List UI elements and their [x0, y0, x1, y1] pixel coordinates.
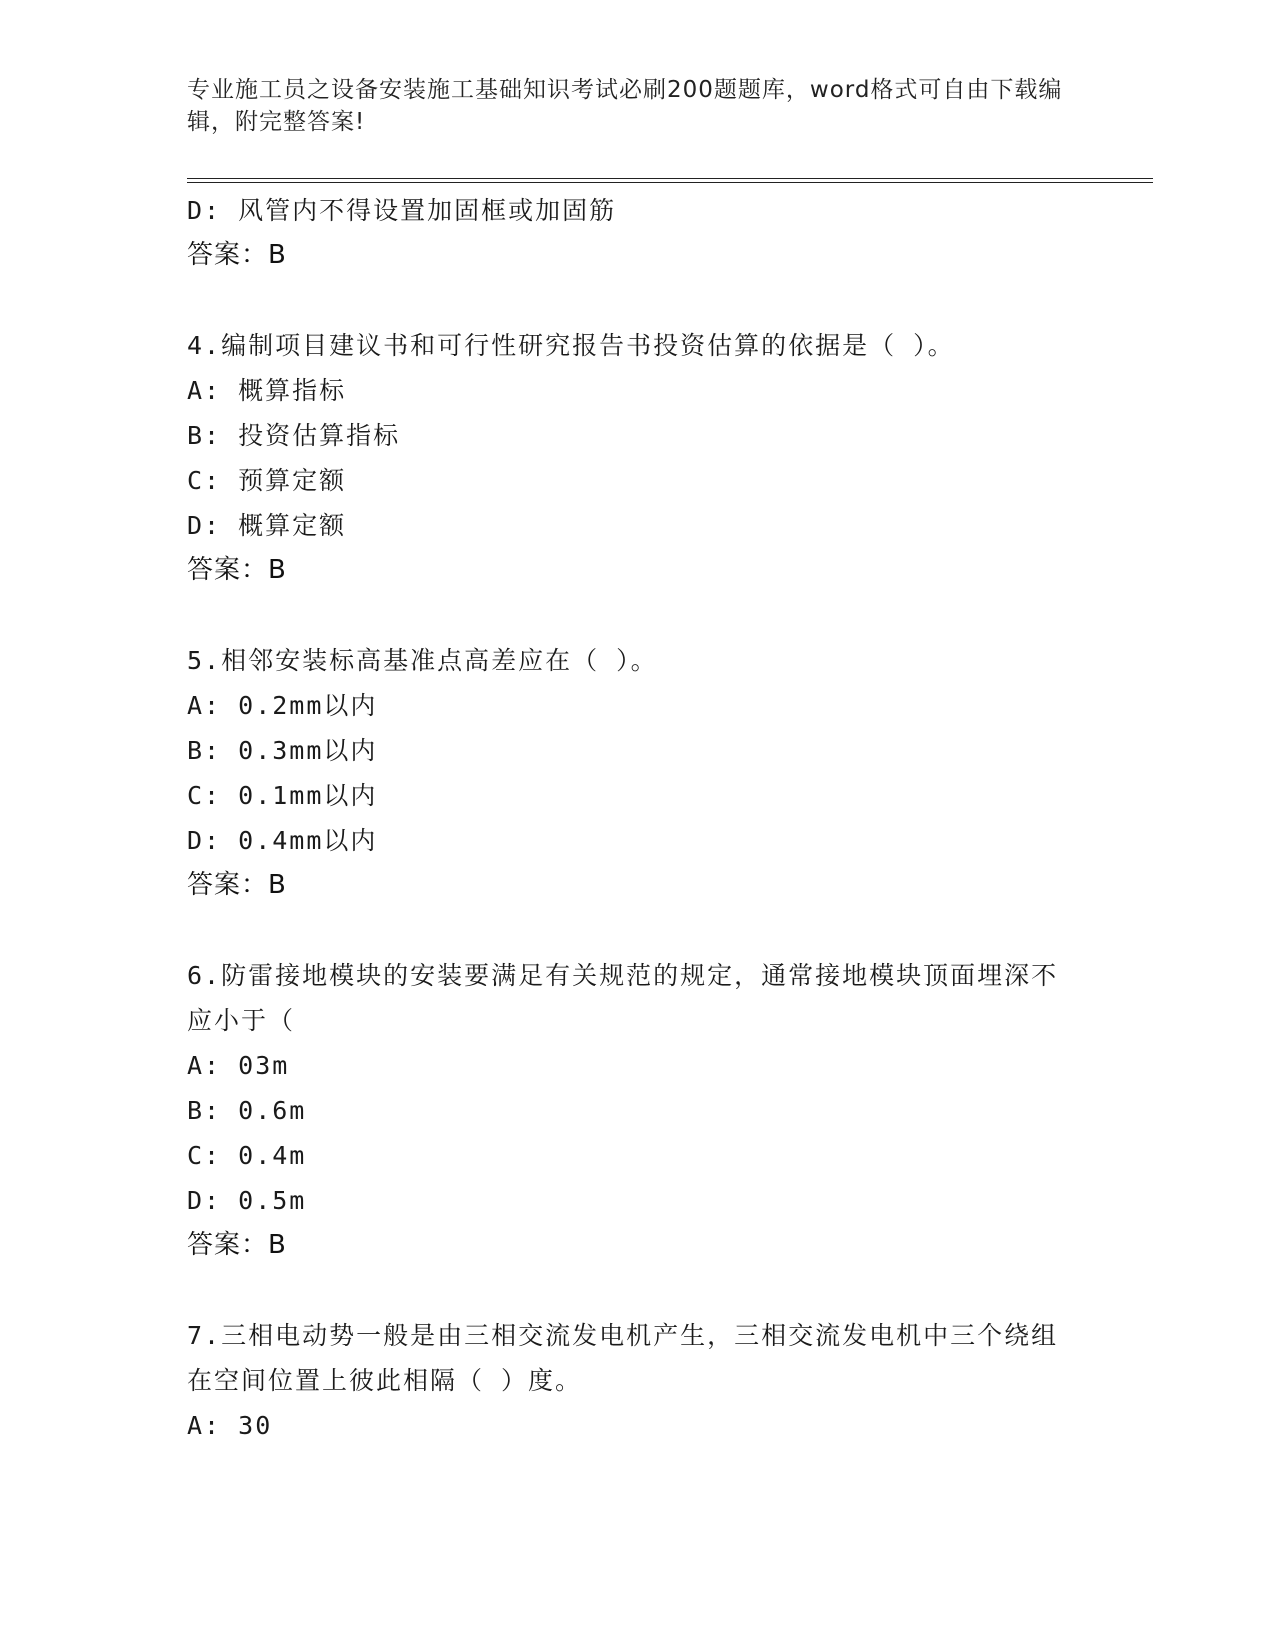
- question-text: 7.三相电动势一般是由三相交流发电机产生，三相交流发电机中三个绕组在空间位置上彼此相隔（ ）度。: [187, 1321, 1059, 1395]
- answer: 答案：B: [187, 1230, 287, 1260]
- spacer: [187, 1268, 1087, 1313]
- question-block-7: [187, 1313, 1087, 1448]
- spacer: [187, 593, 1087, 638]
- question-text: 5.相邻安装标高基准点高差应在（ ）。: [187, 646, 658, 675]
- option-d: D: 0.5m: [187, 1186, 307, 1215]
- answer: 答案：B: [187, 870, 287, 900]
- option-d: D: 0.4mm以内: [187, 826, 378, 855]
- document-header: [187, 74, 1077, 138]
- question-list: [187, 188, 1087, 1448]
- option-a: A: 0.2mm以内: [187, 691, 378, 720]
- spacer: [187, 908, 1087, 953]
- answer: 答案：B: [187, 240, 287, 270]
- option-a: A: 概算指标: [187, 376, 347, 405]
- header-title: 专业施工员之设备安装施工基础知识考试必刷200题题库，word格式可自由下载编辑，附完整答案!: [187, 77, 1063, 135]
- option-c: C: 0.1mm以内: [187, 781, 378, 810]
- option-a: A: 03m: [187, 1051, 290, 1080]
- question-text: 6.防雷接地模块的安装要满足有关规范的规定，通常接地模块顶面埋深不应小于（: [187, 961, 1059, 1035]
- question-block-4: [187, 323, 1087, 593]
- spacer: [187, 278, 1087, 323]
- option-a: A: 30: [187, 1411, 273, 1440]
- header-rule-bottom: [187, 182, 1153, 183]
- option-b: B: 投资估算指标: [187, 421, 401, 450]
- option-c: C: 预算定额: [187, 466, 347, 495]
- question-text: 4.编制项目建议书和可行性研究报告书投资估算的依据是（ ）。: [187, 331, 955, 360]
- answer: 答案：B: [187, 555, 287, 585]
- question-block-3: [187, 188, 1087, 278]
- option-d: D: 风管内不得设置加固框或加固筋: [187, 196, 617, 225]
- question-block-6: [187, 953, 1087, 1268]
- header-rule-top: [187, 178, 1153, 179]
- question-block-5: [187, 638, 1087, 908]
- option-b: B: 0.6m: [187, 1096, 307, 1125]
- option-d: D: 概算定额: [187, 511, 347, 540]
- option-b: B: 0.3mm以内: [187, 736, 378, 765]
- option-c: C: 0.4m: [187, 1141, 307, 1170]
